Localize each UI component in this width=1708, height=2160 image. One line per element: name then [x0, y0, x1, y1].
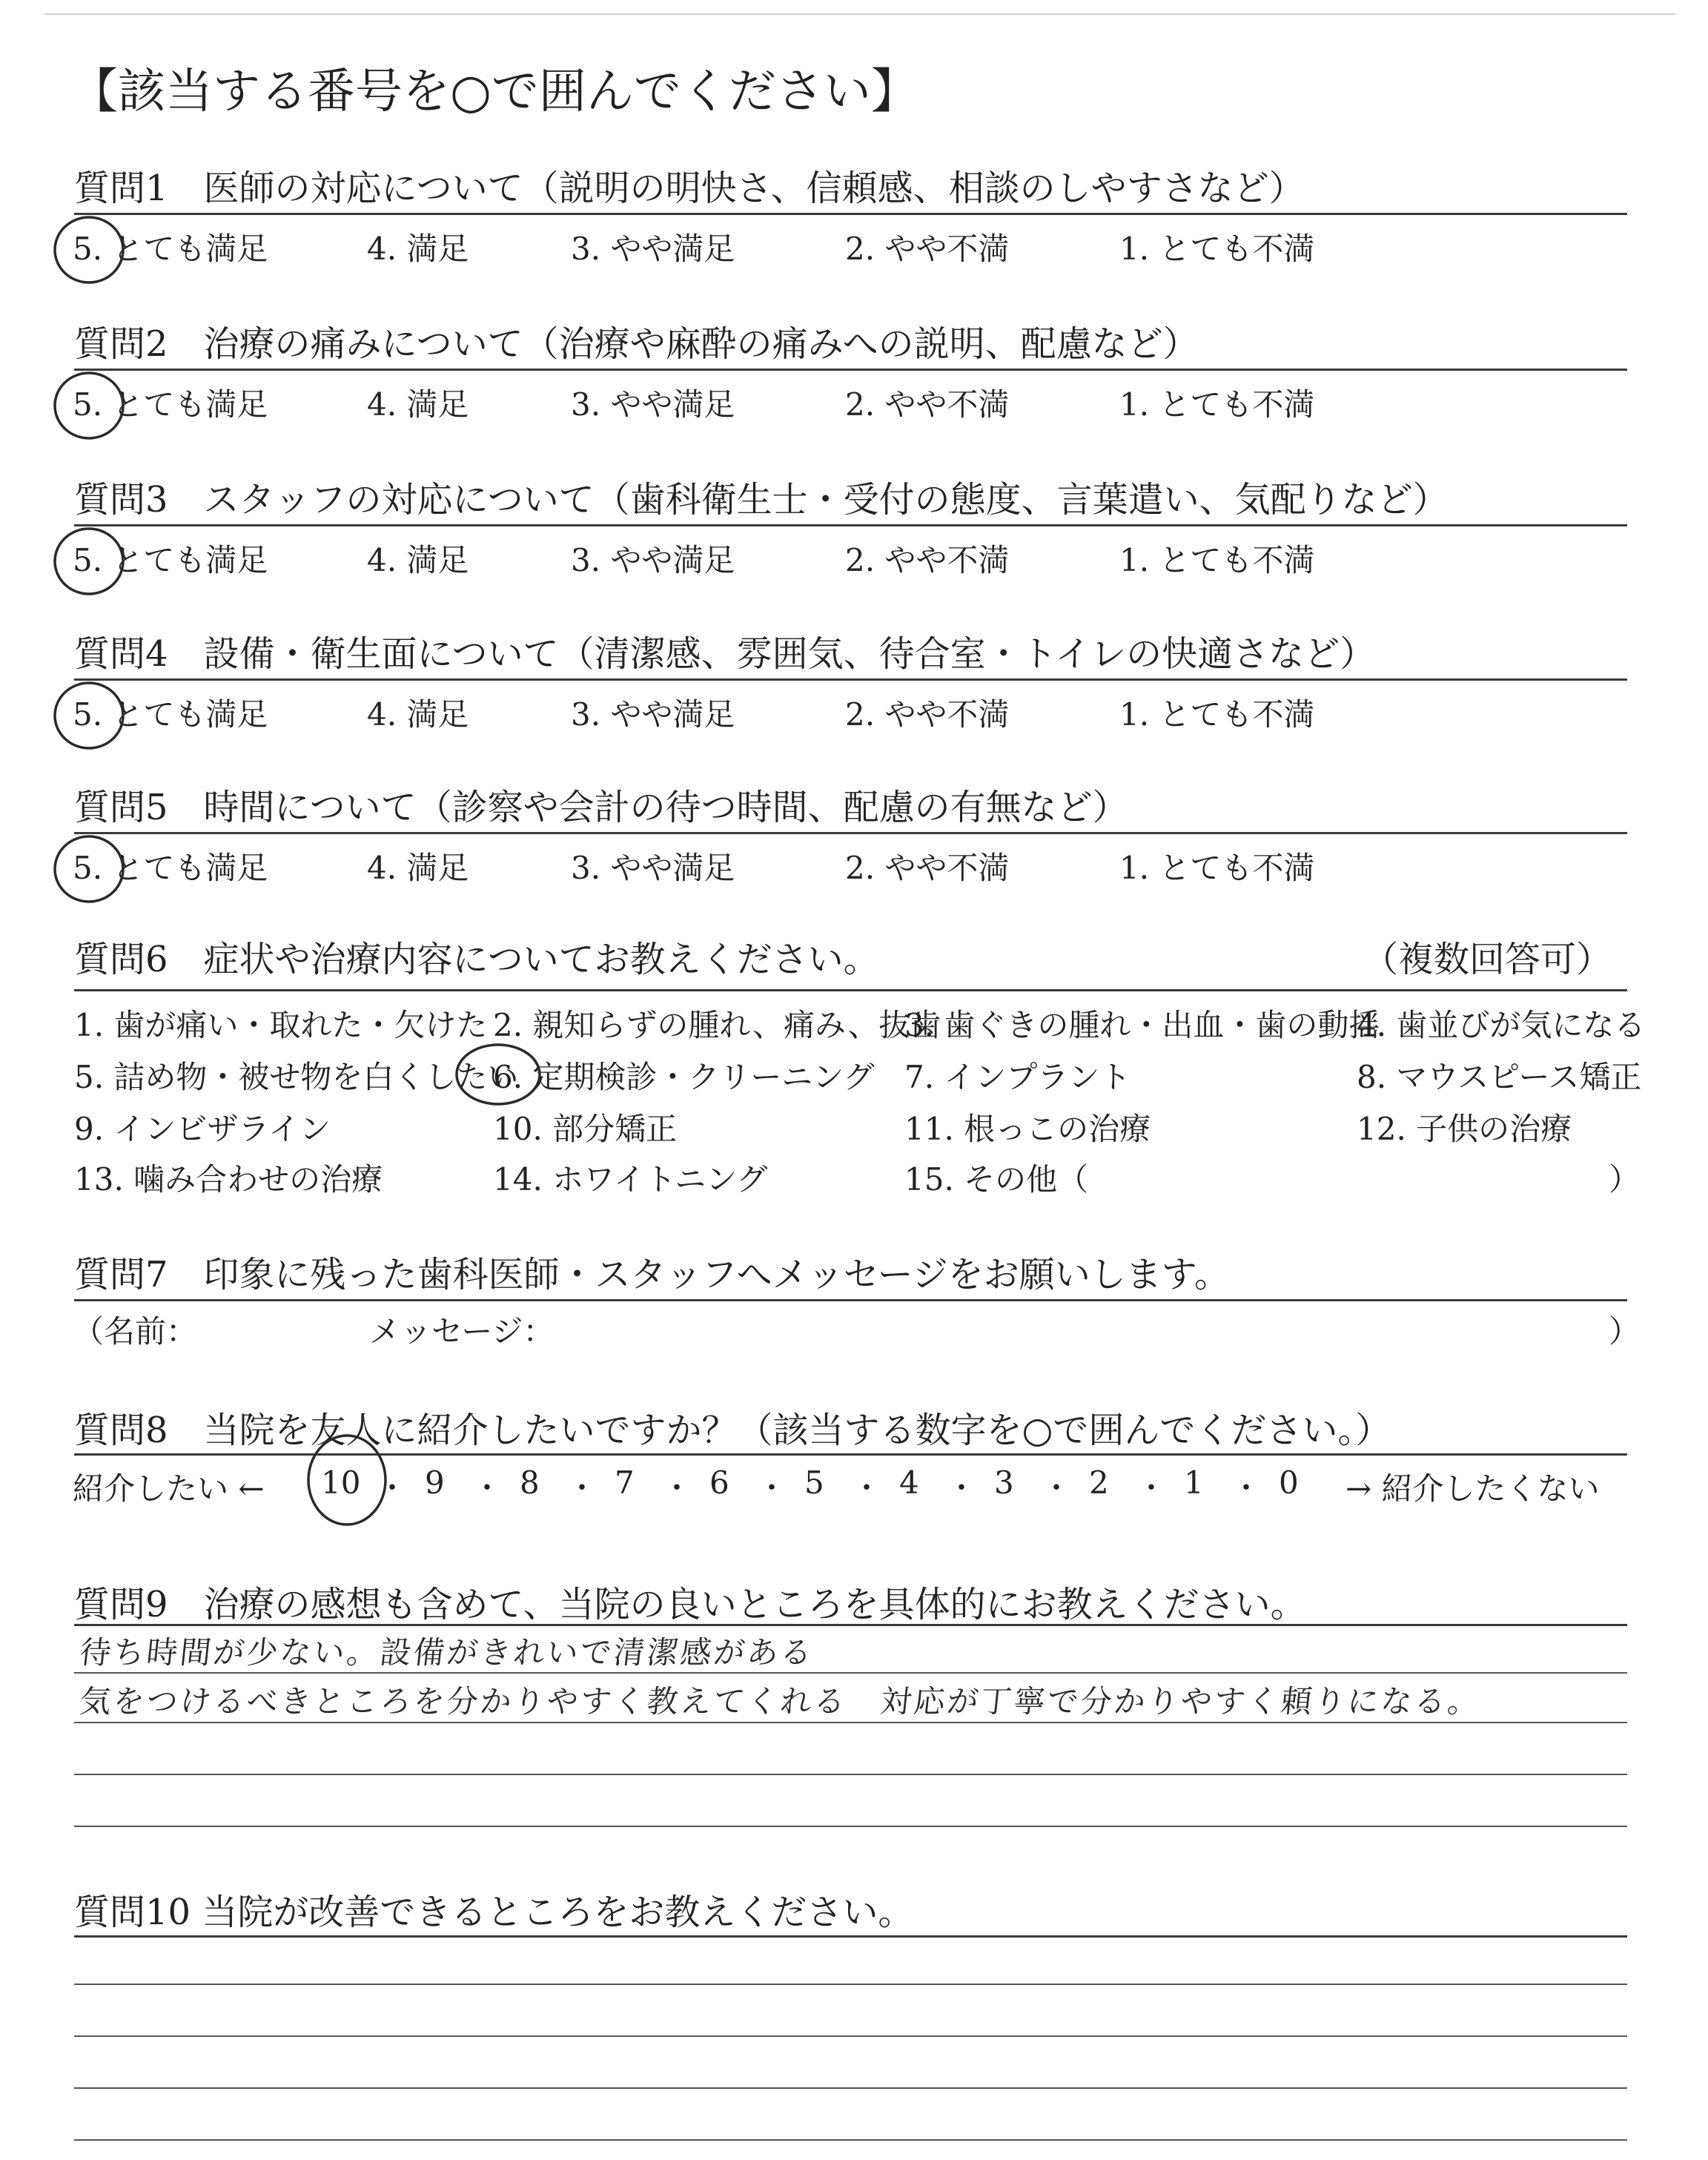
- q8-scale-separator: ・: [567, 1471, 597, 1505]
- q8-left-label: 紹介したい ←: [73, 1470, 265, 1507]
- q5-selected-circle: [50, 832, 132, 906]
- q6-option-6[interactable]: 6. 定期検診・クリーニング: [493, 1059, 875, 1095]
- q8-scale-0[interactable]: 0: [1279, 1464, 1299, 1501]
- q6-option-7[interactable]: 7. インプラント: [904, 1059, 1131, 1095]
- q6-option-1[interactable]: 1. 歯が痛い・取れた・欠けた: [74, 1007, 488, 1043]
- q8-scale-6[interactable]: 6: [709, 1464, 729, 1501]
- q6-other-close-paren: ）: [1609, 1161, 1641, 1198]
- q5-rule: [74, 832, 1627, 834]
- q9-rule-1: [74, 1624, 1627, 1626]
- q1-rule: [74, 213, 1627, 215]
- q10-rule-5: [74, 2139, 1627, 2141]
- q8-scale-separator: ・: [377, 1471, 407, 1505]
- q8-scale-separator: ・: [757, 1471, 787, 1505]
- q1-title: 質問1 医師の対応について（説明の明快さ、信頼感、相談のしやすさなど）: [74, 168, 1305, 209]
- q3-title: 質問3 スタッフの対応について（歯科衛生士・受付の態度、言葉遣い、気配りなど）: [74, 479, 1449, 521]
- q9-rule-2: [74, 1672, 1627, 1674]
- q6-option-13[interactable]: 13. 噛み合わせの治療: [74, 1161, 383, 1198]
- q8-scale-10[interactable]: 10: [321, 1464, 361, 1501]
- q6-multiple-answer-note: （複数回答可）: [1363, 939, 1612, 980]
- q8-scale-4[interactable]: 4: [899, 1464, 919, 1501]
- q6-rule: [74, 989, 1627, 991]
- q2-option-3[interactable]: 3. やや満足: [571, 386, 735, 423]
- scan-edge-line: [44, 13, 1675, 15]
- q10-title: 質問10 当院が改善できるところをお教えください。: [74, 1892, 914, 1933]
- q7-close-paren: ）: [1609, 1313, 1641, 1350]
- q8-scale-1[interactable]: 1: [1184, 1464, 1204, 1501]
- q7-rule: [74, 1299, 1627, 1301]
- q6-option-4[interactable]: 4. 歯並びが気になる: [1357, 1007, 1646, 1043]
- q6-option-9[interactable]: 9. インビザライン: [74, 1111, 331, 1147]
- q7-title: 質問7 印象に残った歯科医師・スタッフへメッセージをお願いします。: [74, 1254, 1230, 1295]
- q6-option-3[interactable]: 3. 歯ぐきの腫れ・出血・歯の動揺: [904, 1007, 1380, 1043]
- q5-title: 質問5 時間について（診察や会計の待つ時間、配慮の有無など）: [74, 787, 1128, 828]
- q8-scale-separator: ・: [1231, 1471, 1261, 1505]
- q6-option-15[interactable]: 15. その他（: [904, 1161, 1089, 1198]
- q7-name-label: （名前：: [73, 1313, 198, 1350]
- q2-option-4[interactable]: 4. 満足: [367, 386, 469, 423]
- q10-rule-2: [74, 1984, 1627, 1985]
- q3-option-3[interactable]: 3. やや満足: [571, 542, 735, 578]
- q2-option-1[interactable]: 1. とても不満: [1119, 386, 1315, 423]
- q5-option-4[interactable]: 4. 満足: [367, 850, 469, 886]
- q3-option-5[interactable]: 5. とても満足: [73, 542, 268, 578]
- q4-option-1[interactable]: 1. とても不満: [1119, 696, 1315, 733]
- q10-rule-1: [74, 1935, 1627, 1938]
- q7-message-label: メッセージ：: [369, 1313, 555, 1350]
- q4-title: 質問4 設備・衛生面について（清潔感、雰囲気、待合室・トイレの快適さなど）: [74, 633, 1376, 675]
- q10-rule-3: [74, 2035, 1627, 2037]
- q1-option-1[interactable]: 1. とても不満: [1119, 231, 1315, 267]
- q8-title: 質問8 当院を友人に紹介したいですか？（該当する数字を○で囲んでください。）: [74, 1410, 1391, 1451]
- q5-option-5[interactable]: 5. とても満足: [73, 850, 268, 886]
- form-instruction-title: 【該当する番号を○で囲んでください】: [70, 65, 918, 119]
- q9-rule-4: [74, 1774, 1627, 1775]
- q6-selected-circle: [454, 1041, 543, 1108]
- q3-rule: [74, 524, 1627, 526]
- q8-selected-circle: [304, 1431, 393, 1531]
- q8-scale-separator: ・: [1042, 1471, 1071, 1505]
- q6-option-2[interactable]: 2. 親知らずの腫れ、痛み、抜歯: [493, 1007, 941, 1043]
- q8-scale-7[interactable]: 7: [615, 1464, 635, 1501]
- q3-option-4[interactable]: 4. 満足: [367, 542, 469, 578]
- q3-selected-circle: [50, 524, 132, 598]
- q1-option-2[interactable]: 2. やや不満: [845, 231, 1010, 267]
- q8-scale-9[interactable]: 9: [425, 1464, 445, 1501]
- q8-scale-separator: ・: [852, 1471, 881, 1505]
- q4-option-2[interactable]: 2. やや不満: [845, 696, 1010, 733]
- q5-option-2[interactable]: 2. やや不満: [845, 850, 1010, 886]
- q4-selected-circle: [50, 678, 132, 753]
- q4-option-4[interactable]: 4. 満足: [367, 696, 469, 733]
- q9-title: 質問9 治療の感想も含めて、当院の良いところを具体的にお教えください。: [74, 1584, 1306, 1625]
- q2-title: 質問2 治療の痛みについて（治療や麻酔の痛みへの説明、配慮など）: [74, 323, 1199, 365]
- q8-scale-5[interactable]: 5: [804, 1464, 824, 1501]
- q8-scale-separator: ・: [1136, 1471, 1166, 1505]
- q1-selected-circle: [50, 213, 132, 287]
- q5-option-1[interactable]: 1. とても不満: [1119, 850, 1315, 886]
- q9-handwritten-line-1: 待ち時間が少ない。設備がきれいで清潔感がある: [78, 1634, 816, 1671]
- q2-option-5[interactable]: 5. とても満足: [73, 386, 268, 423]
- q1-option-5[interactable]: 5. とても満足: [73, 231, 268, 267]
- q6-option-11[interactable]: 11. 根っこの治療: [904, 1111, 1151, 1147]
- q2-option-2[interactable]: 2. やや不満: [845, 386, 1010, 423]
- q4-option-3[interactable]: 3. やや満足: [571, 696, 735, 733]
- q9-rule-5: [74, 1826, 1627, 1827]
- q6-option-12[interactable]: 12. 子供の治療: [1357, 1111, 1572, 1147]
- q6-option-5[interactable]: 5. 詰め物・被せ物を白くしたい: [74, 1059, 519, 1095]
- q9-handwritten-line-2: 気をつけるべきところを分かりやすく教えてくれる 対応が丁寧で分かりやすく頼りになる。: [78, 1683, 1483, 1720]
- q6-option-10[interactable]: 10. 部分矯正: [493, 1111, 678, 1147]
- q6-option-8[interactable]: 8. マウスピース矯正: [1357, 1059, 1642, 1095]
- q3-option-1[interactable]: 1. とても不満: [1119, 542, 1315, 578]
- q6-title: 質問6 症状や治療内容についてお教えください。: [74, 939, 879, 980]
- q1-option-3[interactable]: 3. やや満足: [571, 231, 735, 267]
- q8-right-label: → 紹介したくない: [1345, 1470, 1600, 1507]
- q8-scale-3[interactable]: 3: [994, 1464, 1014, 1501]
- q2-selected-circle: [50, 369, 132, 443]
- q3-option-2[interactable]: 2. やや不満: [845, 542, 1010, 578]
- q5-option-3[interactable]: 3. やや満足: [571, 850, 735, 886]
- q8-scale-8[interactable]: 8: [520, 1464, 540, 1501]
- q4-option-5[interactable]: 5. とても満足: [73, 696, 268, 733]
- q9-rule-3: [74, 1722, 1627, 1723]
- q4-rule: [74, 678, 1627, 681]
- q8-scale-separator: ・: [662, 1471, 692, 1505]
- q10-rule-4: [74, 2087, 1627, 2089]
- q8-scale-separator: ・: [947, 1471, 976, 1505]
- q8-scale-2[interactable]: 2: [1089, 1464, 1109, 1501]
- q2-rule: [74, 369, 1627, 371]
- q8-scale-separator: ・: [472, 1471, 502, 1505]
- q1-option-4[interactable]: 4. 満足: [367, 231, 469, 267]
- q6-option-14[interactable]: 14. ホワイトニング: [493, 1161, 768, 1198]
